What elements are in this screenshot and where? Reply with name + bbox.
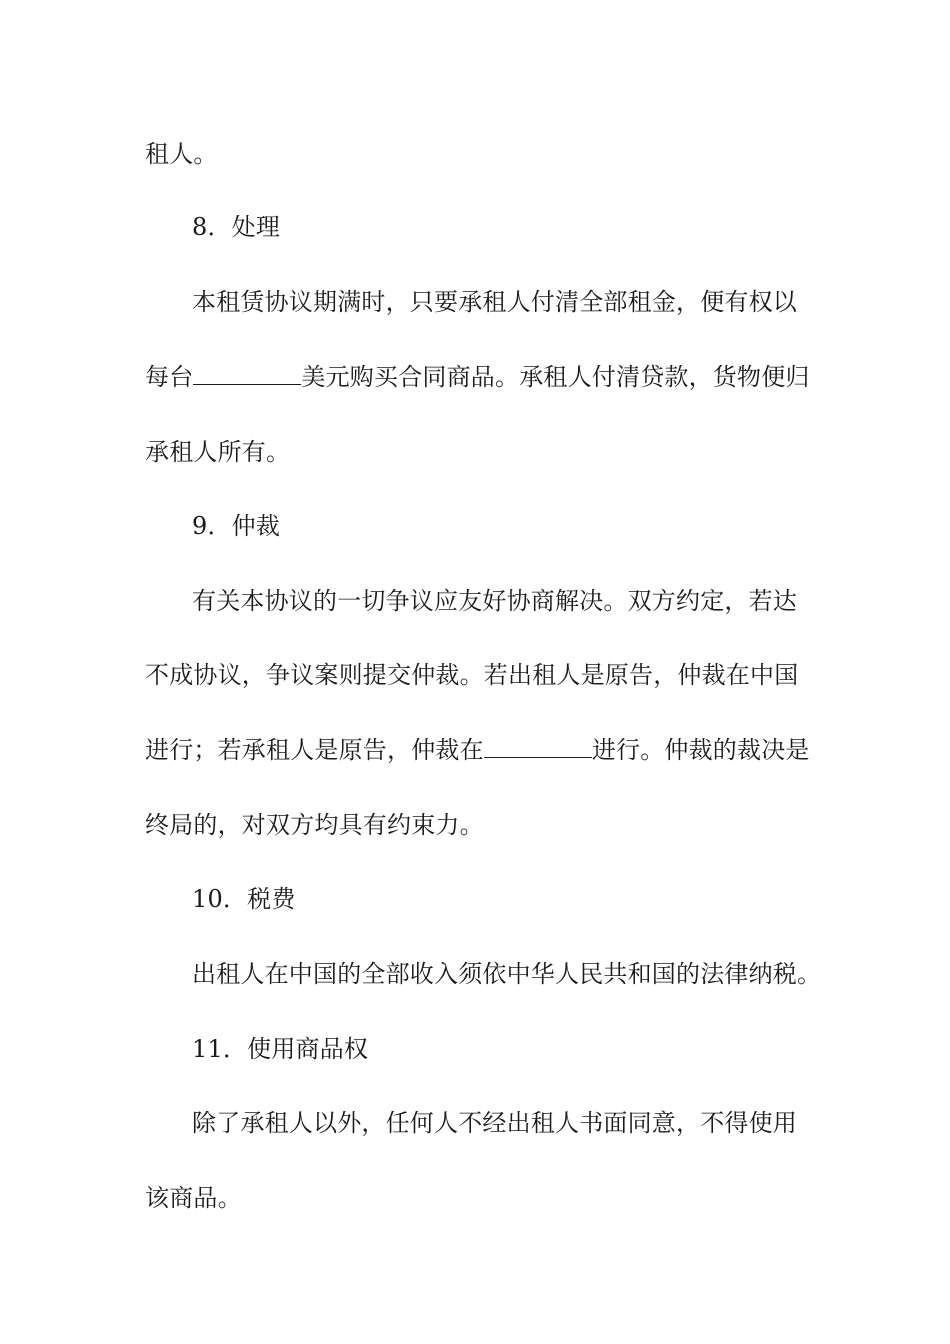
text-segment: 出租人在中国的全部收入须依中华人民共和国的法律纳税。: [192, 960, 822, 988]
text-segment: 租人。: [145, 140, 218, 168]
text-segment: 该商品。: [145, 1184, 242, 1212]
fill-in-blank: [484, 735, 592, 758]
paragraph-line: [145, 436, 815, 468]
text-segment: 进行。仲裁的裁决是: [591, 736, 810, 764]
paragraph-line: [192, 1107, 862, 1139]
section-heading-taxes: [192, 883, 862, 915]
paragraph-line: [192, 585, 862, 617]
paragraph-line: [192, 958, 862, 990]
paragraph-line: [145, 361, 815, 393]
paragraph-line: [145, 734, 815, 766]
fill-in-blank: [193, 362, 301, 385]
paragraph-line: [145, 659, 815, 691]
paragraph-line: [145, 809, 815, 841]
text-segment: 10．税费: [192, 885, 296, 913]
text-segment: 进行；若承租人是原告，仲裁在: [145, 736, 484, 764]
text-segment: 本租赁协议期满时，只要承租人付清全部租金，便有权以: [192, 288, 797, 316]
text-segment: 美元购买合同商品。承租人付清贷款，货物便归: [301, 363, 810, 391]
text-segment: 除了承租人以外，任何人不经出租人书面同意，不得使用: [192, 1109, 797, 1137]
text-segment: 每台: [145, 363, 194, 391]
paragraph-line: [145, 138, 815, 170]
text-segment: 终局的，对双方均具有约束力。: [145, 811, 484, 839]
text-segment: 9．仲裁: [192, 512, 281, 540]
text-segment: 11．使用商品权: [192, 1035, 369, 1063]
paragraph-line: [145, 1182, 815, 1214]
text-segment: 有关本协议的一切争议应友好协商解决。双方约定，若达: [192, 587, 797, 615]
text-segment: 承租人所有。: [145, 438, 291, 466]
text-segment: 不成协议，争议案则提交仲裁。若出租人是原告，仲裁在中国: [145, 661, 799, 689]
section-heading-disposal: [192, 211, 862, 243]
section-heading-usage-rights: [192, 1033, 862, 1065]
section-heading-arbitration: [192, 510, 862, 542]
text-segment: 8．处理: [192, 213, 281, 241]
paragraph-line: [192, 286, 862, 318]
